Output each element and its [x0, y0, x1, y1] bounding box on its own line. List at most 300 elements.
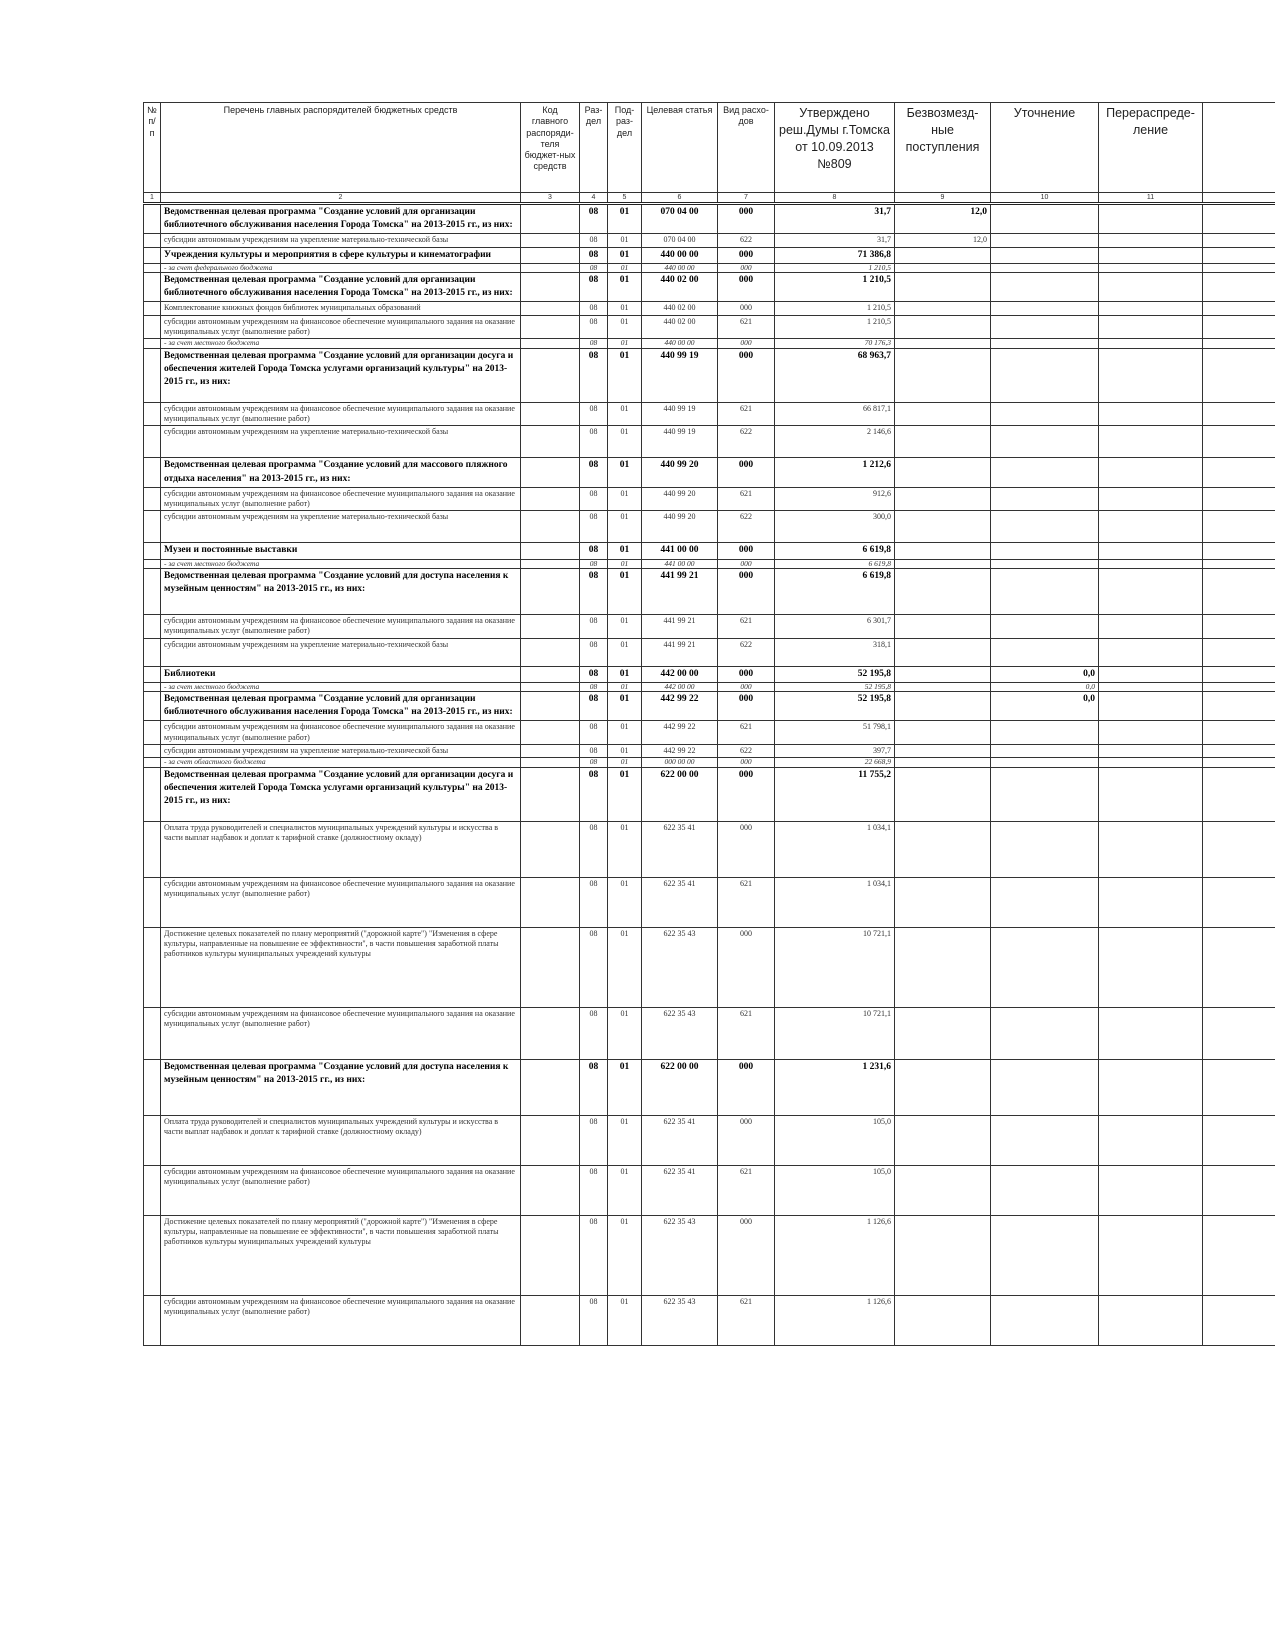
cell-redistribution: [1099, 691, 1203, 720]
cell-razdel: 08: [580, 1059, 608, 1115]
cell-code: [521, 315, 580, 339]
table-row: [144, 767, 1275, 821]
col-number: 8: [775, 193, 895, 204]
cell-clarify: [991, 247, 1099, 263]
cell-approved: 52 195,8: [775, 682, 895, 691]
cell-razdel: 08: [580, 402, 608, 426]
col-number: 6: [642, 193, 718, 204]
cell-target: 622 00 00: [642, 1059, 718, 1115]
cell-razdel: 08: [580, 877, 608, 927]
table-row: [144, 348, 1275, 402]
cell-approved: 22 668,9: [775, 758, 895, 767]
cell-num: [144, 682, 161, 691]
cell-num: [144, 315, 161, 339]
cell-clarify: [991, 348, 1099, 402]
cell-approved: 300,0: [775, 511, 895, 543]
col-number: 11: [1099, 193, 1203, 204]
cell-free: [895, 1007, 991, 1059]
cell-num: [144, 877, 161, 927]
cell-name: Библиотеки: [161, 666, 521, 682]
cell-vid: 621: [718, 402, 775, 426]
cell-podrazdel: 01: [608, 348, 642, 402]
cell-approved: 1 126,6: [775, 1295, 895, 1345]
header-approved: Утверждено реш.Думы г.Томска от 10.09.2013 №809: [775, 103, 895, 193]
cell-free: [895, 511, 991, 543]
cell-name: Ведомственная целевая программа "Создание условий для организации досуга и обеспечения жителей Города Томска услугами организаций культуры" на 2013-2015 гг., из них:: [161, 348, 521, 402]
cell-name: Ведомственная целевая программа "Создание условий для доступа населения к музейным ценностям" на 2013-2015 гг., из них:: [161, 1059, 521, 1115]
cell-vid: 000: [718, 568, 775, 614]
table-row: [144, 1215, 1275, 1295]
cell-podrazdel: 01: [608, 638, 642, 666]
cell-redistribution: [1099, 426, 1203, 458]
cell-extra: [1203, 204, 1275, 234]
cell-target: 442 99 22: [642, 691, 718, 720]
cell-name: субсидии автономным учреждениям на финансовое обеспечение муниципального задания на оказание муниципальных услуг (выполнение работ): [161, 1007, 521, 1059]
table-row: [144, 614, 1275, 638]
cell-razdel: 08: [580, 821, 608, 877]
cell-name: - за счет местного бюджета: [161, 682, 521, 691]
cell-extra: [1203, 234, 1275, 247]
cell-razdel: 08: [580, 721, 608, 745]
cell-vid: 621: [718, 1007, 775, 1059]
cell-target: 000 00 00: [642, 758, 718, 767]
cell-num: [144, 1059, 161, 1115]
cell-clarify: [991, 402, 1099, 426]
cell-num: [144, 821, 161, 877]
cell-clarify: [991, 721, 1099, 745]
cell-extra: [1203, 614, 1275, 638]
cell-clarify: 0,0: [991, 682, 1099, 691]
cell-name: - за счет областного бюджета: [161, 758, 521, 767]
header-num: № п/п: [144, 103, 161, 193]
cell-vid: 622: [718, 511, 775, 543]
cell-code: [521, 302, 580, 315]
cell-vid: 000: [718, 1059, 775, 1115]
cell-free: [895, 559, 991, 568]
cell-code: [521, 821, 580, 877]
cell-vid: 000: [718, 247, 775, 263]
cell-razdel: 08: [580, 1295, 608, 1345]
column-numbers-row: [144, 193, 1275, 204]
cell-redistribution: [1099, 204, 1203, 234]
cell-clarify: [991, 302, 1099, 315]
cell-extra: [1203, 927, 1275, 1007]
cell-extra: [1203, 315, 1275, 339]
cell-name: Ведомственная целевая программа "Создание условий для организации библиотечного обслуживания населения Города Томска" на 2013-2015 гг., из них:: [161, 691, 521, 720]
cell-free: [895, 1165, 991, 1215]
cell-name: Достижение целевых показателей по плану мероприятий ("дорожной карте") "Изменения в сфере культуры, направленные на повышение ее эффективности", в части повышения заработной платы работников культуры муниципальных учреждений культуры: [161, 1215, 521, 1295]
table-row: [144, 487, 1275, 511]
cell-clarify: [991, 821, 1099, 877]
cell-approved: 6 301,7: [775, 614, 895, 638]
cell-extra: [1203, 273, 1275, 302]
table-row: [144, 721, 1275, 745]
cell-clarify: [991, 204, 1099, 234]
cell-extra: [1203, 744, 1275, 757]
cell-podrazdel: 01: [608, 1059, 642, 1115]
cell-code: [521, 273, 580, 302]
cell-clarify: [991, 638, 1099, 666]
cell-razdel: 08: [580, 204, 608, 234]
cell-razdel: 08: [580, 691, 608, 720]
table-row: [144, 1165, 1275, 1215]
cell-razdel: 08: [580, 1165, 608, 1215]
cell-redistribution: [1099, 1165, 1203, 1215]
cell-code: [521, 682, 580, 691]
cell-name: Ведомственная целевая программа "Создание условий для доступа населения к музейным ценностям" на 2013-2015 гг., из них:: [161, 568, 521, 614]
cell-code: [521, 877, 580, 927]
cell-code: [521, 426, 580, 458]
cell-vid: 000: [718, 339, 775, 348]
cell-clarify: [991, 487, 1099, 511]
cell-podrazdel: 01: [608, 263, 642, 272]
cell-approved: 52 195,8: [775, 666, 895, 682]
cell-vid: 621: [718, 877, 775, 927]
cell-code: [521, 666, 580, 682]
cell-code: [521, 758, 580, 767]
cell-vid: 000: [718, 682, 775, 691]
cell-extra: [1203, 247, 1275, 263]
cell-code: [521, 1059, 580, 1115]
cell-redistribution: [1099, 234, 1203, 247]
cell-razdel: 08: [580, 1115, 608, 1165]
cell-target: 440 99 19: [642, 348, 718, 402]
budget-table-sheet: [143, 102, 1275, 1346]
cell-code: [521, 204, 580, 234]
cell-name: Ведомственная целевая программа "Создание условий для массового пляжного отдыха населения" на 2013-2015 гг., из них:: [161, 458, 521, 487]
cell-target: 070 04 00: [642, 204, 718, 234]
cell-vid: 000: [718, 1115, 775, 1165]
cell-extra: [1203, 511, 1275, 543]
cell-name: - за счет местного бюджета: [161, 559, 521, 568]
cell-podrazdel: 01: [608, 458, 642, 487]
cell-clarify: [991, 543, 1099, 559]
cell-clarify: [991, 927, 1099, 1007]
cell-target: 440 02 00: [642, 315, 718, 339]
cell-extra: [1203, 767, 1275, 821]
cell-vid: 621: [718, 721, 775, 745]
cell-podrazdel: 01: [608, 1115, 642, 1165]
cell-razdel: 08: [580, 758, 608, 767]
budget-table: [143, 102, 1275, 1346]
cell-extra: [1203, 666, 1275, 682]
cell-podrazdel: 01: [608, 1295, 642, 1345]
cell-redistribution: [1099, 543, 1203, 559]
cell-redistribution: [1099, 302, 1203, 315]
cell-approved: 6 619,8: [775, 543, 895, 559]
cell-num: [144, 402, 161, 426]
cell-target: 440 02 00: [642, 302, 718, 315]
cell-name: субсидии автономным учреждениям на укрепление материально-технической базы: [161, 511, 521, 543]
cell-redistribution: [1099, 666, 1203, 682]
cell-name: субсидии автономным учреждениям на укрепление материально-технической базы: [161, 234, 521, 247]
cell-extra: [1203, 263, 1275, 272]
cell-redistribution: [1099, 1295, 1203, 1345]
cell-podrazdel: 01: [608, 273, 642, 302]
header-razdel: Раз-дел: [580, 103, 608, 193]
cell-free: [895, 758, 991, 767]
cell-extra: [1203, 1215, 1275, 1295]
cell-approved: 10 721,1: [775, 927, 895, 1007]
cell-approved: 71 386,8: [775, 247, 895, 263]
cell-num: [144, 767, 161, 821]
cell-razdel: 08: [580, 263, 608, 272]
cell-razdel: 08: [580, 426, 608, 458]
cell-extra: [1203, 487, 1275, 511]
table-row: [144, 758, 1275, 767]
cell-podrazdel: 01: [608, 568, 642, 614]
cell-vid: 000: [718, 458, 775, 487]
cell-approved: 1 212,6: [775, 458, 895, 487]
table-row: [144, 339, 1275, 348]
cell-redistribution: [1099, 614, 1203, 638]
col-number: 2: [161, 193, 521, 204]
cell-code: [521, 1165, 580, 1215]
cell-name: - за счет местного бюджета: [161, 339, 521, 348]
cell-extra: [1203, 1007, 1275, 1059]
header-free: Безвозмезд-ные поступления: [895, 103, 991, 193]
cell-redistribution: [1099, 1007, 1203, 1059]
cell-vid: 000: [718, 263, 775, 272]
cell-name: Учреждения культуры и мероприятия в сфере культуры и кинематографии: [161, 247, 521, 263]
cell-code: [521, 487, 580, 511]
cell-approved: 105,0: [775, 1165, 895, 1215]
cell-vid: 000: [718, 273, 775, 302]
cell-num: [144, 1007, 161, 1059]
table-row: [144, 458, 1275, 487]
table-row: [144, 402, 1275, 426]
cell-name: субсидии автономным учреждениям на финансовое обеспечение муниципального задания на оказание муниципальных услуг (выполнение работ): [161, 1165, 521, 1215]
col-number: 4: [580, 193, 608, 204]
cell-redistribution: [1099, 315, 1203, 339]
table-row: [144, 315, 1275, 339]
cell-free: [895, 487, 991, 511]
cell-target: 442 99 22: [642, 744, 718, 757]
cell-target: 622 35 43: [642, 927, 718, 1007]
cell-approved: 31,7: [775, 234, 895, 247]
header-target: Целевая статья: [642, 103, 718, 193]
cell-clarify: [991, 339, 1099, 348]
cell-clarify: [991, 559, 1099, 568]
cell-extra: [1203, 348, 1275, 402]
cell-num: [144, 744, 161, 757]
cell-code: [521, 1115, 580, 1165]
cell-redistribution: [1099, 758, 1203, 767]
cell-clarify: [991, 877, 1099, 927]
col-number: 5: [608, 193, 642, 204]
cell-name: Оплата труда руководителей и специалистов муниципальных учреждений культуры и искусства в части выплат надбавок и доплат к тарифной ставке (должностному окладу): [161, 1115, 521, 1165]
cell-redistribution: [1099, 1115, 1203, 1165]
header-redistribution: Перераспреде-ление: [1099, 103, 1203, 193]
cell-approved: 1 210,5: [775, 302, 895, 315]
cell-free: [895, 1115, 991, 1165]
cell-vid: 000: [718, 666, 775, 682]
cell-approved: 6 619,8: [775, 568, 895, 614]
cell-approved: 31,7: [775, 204, 895, 234]
cell-num: [144, 559, 161, 568]
cell-approved: 1 034,1: [775, 821, 895, 877]
cell-extra: [1203, 1165, 1275, 1215]
cell-num: [144, 204, 161, 234]
cell-redistribution: [1099, 511, 1203, 543]
cell-clarify: 0,0: [991, 691, 1099, 720]
cell-free: [895, 458, 991, 487]
cell-redistribution: [1099, 559, 1203, 568]
header-code: Код главного распоряди-теля бюджет-ных средств: [521, 103, 580, 193]
cell-podrazdel: 01: [608, 559, 642, 568]
cell-vid: 622: [718, 234, 775, 247]
cell-num: [144, 543, 161, 559]
table-row: [144, 511, 1275, 543]
cell-extra: [1203, 721, 1275, 745]
cell-podrazdel: 01: [608, 721, 642, 745]
cell-redistribution: [1099, 348, 1203, 402]
cell-podrazdel: 01: [608, 302, 642, 315]
cell-razdel: 08: [580, 348, 608, 402]
cell-target: 441 99 21: [642, 638, 718, 666]
cell-free: [895, 821, 991, 877]
cell-clarify: [991, 315, 1099, 339]
cell-num: [144, 721, 161, 745]
cell-free: [895, 682, 991, 691]
cell-podrazdel: 01: [608, 744, 642, 757]
cell-razdel: 08: [580, 247, 608, 263]
cell-code: [521, 767, 580, 821]
cell-num: [144, 568, 161, 614]
cell-code: [521, 247, 580, 263]
cell-clarify: [991, 511, 1099, 543]
cell-free: [895, 1215, 991, 1295]
col-number: [1203, 193, 1275, 204]
cell-vid: 000: [718, 691, 775, 720]
cell-num: [144, 1215, 161, 1295]
cell-podrazdel: 01: [608, 315, 642, 339]
cell-redistribution: [1099, 402, 1203, 426]
cell-num: [144, 247, 161, 263]
table-row: [144, 691, 1275, 720]
cell-free: [895, 721, 991, 745]
cell-num: [144, 1115, 161, 1165]
table-row: [144, 638, 1275, 666]
cell-extra: [1203, 1059, 1275, 1115]
cell-free: [895, 666, 991, 682]
table-row: [144, 927, 1275, 1007]
cell-clarify: 0,0: [991, 666, 1099, 682]
cell-target: 441 00 00: [642, 543, 718, 559]
cell-free: [895, 263, 991, 272]
cell-vid: 000: [718, 302, 775, 315]
cell-podrazdel: 01: [608, 204, 642, 234]
cell-clarify: [991, 1007, 1099, 1059]
cell-razdel: 08: [580, 458, 608, 487]
cell-num: [144, 614, 161, 638]
cell-approved: 66 817,1: [775, 402, 895, 426]
cell-num: [144, 691, 161, 720]
cell-approved: 1 210,5: [775, 273, 895, 302]
cell-vid: 621: [718, 487, 775, 511]
cell-vid: 000: [718, 758, 775, 767]
cell-target: 622 35 43: [642, 1215, 718, 1295]
cell-extra: [1203, 758, 1275, 767]
cell-name: Оплата труда руководителей и специалистов муниципальных учреждений культуры и искусства в части выплат надбавок и доплат к тарифной ставке (должностному окладу): [161, 821, 521, 877]
cell-razdel: 08: [580, 273, 608, 302]
cell-free: [895, 315, 991, 339]
cell-target: 441 99 21: [642, 568, 718, 614]
cell-target: 441 00 00: [642, 559, 718, 568]
cell-approved: 51 798,1: [775, 721, 895, 745]
table-row: [144, 1115, 1275, 1165]
cell-num: [144, 758, 161, 767]
cell-num: [144, 302, 161, 315]
cell-target: 622 00 00: [642, 767, 718, 821]
cell-target: 440 00 00: [642, 339, 718, 348]
cell-code: [521, 1007, 580, 1059]
cell-free: [895, 638, 991, 666]
cell-redistribution: [1099, 877, 1203, 927]
cell-target: 441 99 21: [642, 614, 718, 638]
cell-code: [521, 638, 580, 666]
cell-target: 440 02 00: [642, 273, 718, 302]
cell-free: [895, 348, 991, 402]
cell-approved: 105,0: [775, 1115, 895, 1165]
cell-target: 622 35 41: [642, 1115, 718, 1165]
cell-podrazdel: 01: [608, 1007, 642, 1059]
cell-approved: 1 210,5: [775, 263, 895, 272]
cell-vid: 000: [718, 204, 775, 234]
cell-extra: [1203, 1295, 1275, 1345]
cell-extra: [1203, 559, 1275, 568]
cell-razdel: 08: [580, 1007, 608, 1059]
cell-approved: 1 231,6: [775, 1059, 895, 1115]
cell-razdel: 08: [580, 744, 608, 757]
cell-clarify: [991, 263, 1099, 272]
cell-extra: [1203, 302, 1275, 315]
cell-free: [895, 302, 991, 315]
table-row: [144, 302, 1275, 315]
cell-vid: 621: [718, 1165, 775, 1215]
cell-target: 622 35 41: [642, 1165, 718, 1215]
cell-code: [521, 1295, 580, 1345]
cell-free: [895, 927, 991, 1007]
cell-podrazdel: 01: [608, 682, 642, 691]
cell-target: 440 99 19: [642, 426, 718, 458]
header-name: Перечень главных распорядителей бюджетных средств: [161, 103, 521, 193]
table-row: [144, 568, 1275, 614]
table-row: [144, 1295, 1275, 1345]
cell-vid: 000: [718, 559, 775, 568]
cell-vid: 000: [718, 1215, 775, 1295]
cell-extra: [1203, 458, 1275, 487]
cell-clarify: [991, 273, 1099, 302]
cell-target: 442 99 22: [642, 721, 718, 745]
cell-name: субсидии автономным учреждениям на финансовое обеспечение муниципального задания на оказание муниципальных услуг (выполнение работ): [161, 402, 521, 426]
cell-podrazdel: 01: [608, 487, 642, 511]
cell-razdel: 08: [580, 302, 608, 315]
table-row: [144, 543, 1275, 559]
cell-extra: [1203, 821, 1275, 877]
cell-razdel: 08: [580, 638, 608, 666]
cell-num: [144, 1165, 161, 1215]
cell-vid: 000: [718, 543, 775, 559]
cell-num: [144, 487, 161, 511]
cell-num: [144, 234, 161, 247]
cell-clarify: [991, 458, 1099, 487]
cell-free: [895, 568, 991, 614]
cell-name: Достижение целевых показателей по плану мероприятий ("дорожной карте") "Изменения в сфере культуры, направленные на повышение ее эффективности", в части повышения заработной платы работников культуры муниципальных учреждений культуры: [161, 927, 521, 1007]
cell-free: [895, 402, 991, 426]
cell-num: [144, 927, 161, 1007]
col-number: 3: [521, 193, 580, 204]
